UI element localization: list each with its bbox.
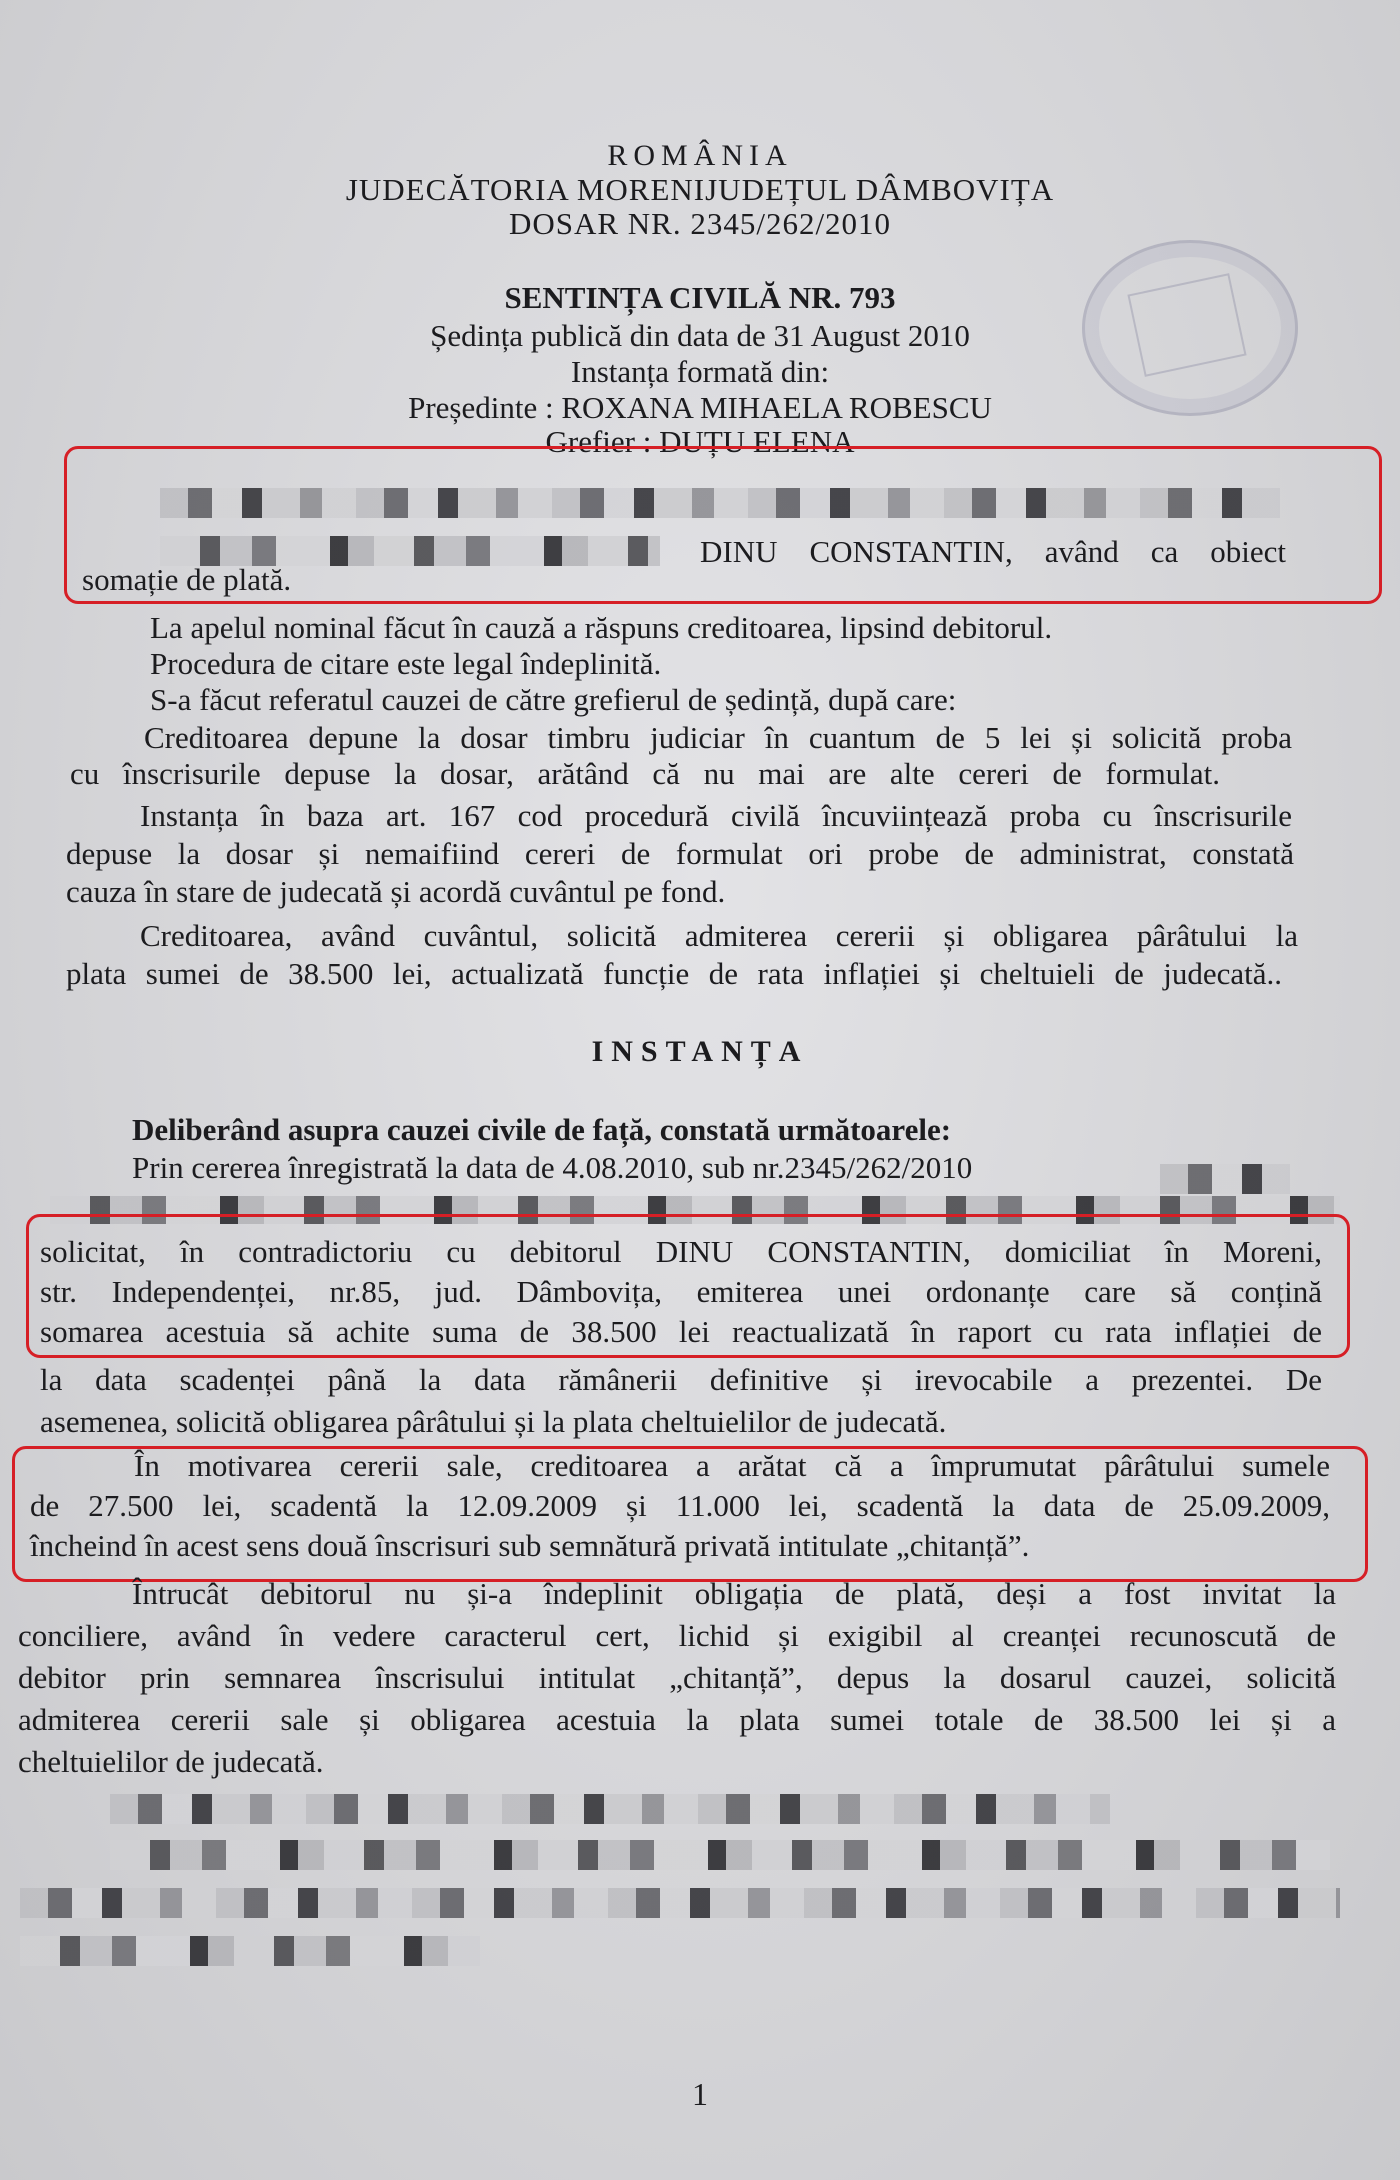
paragraph-line: admiterea cererii sale și obligarea acestuia la plata sumei totale de 38.500 lei și a [18, 1702, 1336, 1737]
paragraph-line: În motivarea cererii sale, creditoarea a arătat că a împrumutat pârâtului sumele [134, 1448, 1330, 1483]
panel-label: Instanța formată din: [570, 354, 830, 389]
paragraph-line: solicitat, în contradictoriu cu debitorul DINU CONSTANTIN, domiciliat în Moreni, [40, 1234, 1322, 1269]
paragraph-line: cauza în stare de judecată și acordă cuvântul pe fond. [66, 874, 726, 909]
paragraph-line: str. Independenței, nr.85, jud. Dâmbovița, emiterea unei ordonanțe care să conțină [40, 1274, 1322, 1309]
paragraph-line: asemenea, solicită obligarea pârâtului și la plata cheltuielilor de judecată. [40, 1404, 947, 1439]
paragraph-line: conciliere, având în vedere caracterul cert, lichid și exigibil al creanței recunoscută de [18, 1618, 1336, 1653]
object-line: somație de plată. [82, 562, 292, 597]
redacted-block [20, 1936, 480, 1966]
paragraph-line: La apelul nominal făcut în cauză a răspuns creditoarea, lipsind debitorul. [150, 610, 1053, 645]
deliberation-heading: Deliberând asupra cauzei civile de față, constată următoarele: [132, 1112, 952, 1147]
paragraph-line: S-a făcut referatul cauzei de către grefierul de ședință, după care: [150, 682, 957, 717]
court-name: JUDECĂTORIA MORENIJUDEȚUL DÂMBOVIȚA [345, 172, 1055, 207]
paragraph-line: încheind în acest sens două înscrisuri sub semnătură privată intitulate „chitanță”. [30, 1528, 1030, 1563]
redacted-block [20, 1888, 1340, 1918]
paragraph-line: cheltuielilor de judecată. [18, 1744, 324, 1779]
paragraph-line: Procedura de citare este legal îndeplinită. [150, 646, 662, 681]
paragraph-line: plata sumei de 38.500 lei, actualizată funcție de rata inflației și cheltuieli de judecată.. [66, 956, 1282, 991]
president-line: Președinte : ROXANA MIHAELA ROBESCU [408, 390, 992, 425]
redacted-block [1160, 1164, 1290, 1194]
paragraph-line: Instanța în baza art. 167 cod procedură civilă încuviințează proba cu înscrisurile [140, 798, 1292, 833]
clerk-line: Grefier : DUȚU ELENA [545, 424, 855, 459]
debtor-object-line: DINU CONSTANTIN, având ca obiect [700, 534, 1286, 569]
page-number: 1 [692, 2076, 708, 2112]
paragraph-line: de 27.500 lei, scadentă la 12.09.2009 și 11.000 lei, scadentă la data de 25.09.2009, [30, 1488, 1330, 1523]
file-number: DOSAR NR. 2345/262/2010 [508, 206, 892, 241]
paragraph-line: Creditoarea depune la dosar timbru judiciar în cuantum de 5 lei și solicită proba [144, 720, 1292, 755]
paragraph-line: debitor prin semnarea înscrisului intitulat „chitanță”, depus la dosarul cauzei, solicită [18, 1660, 1336, 1695]
section-heading: INSTANȚA [591, 1035, 809, 1068]
redacted-block [110, 1794, 1110, 1824]
redacted-block [160, 488, 1280, 518]
paragraph-line: depuse la dosar și nemaifiind cereri de formulat ori probe de administrat, constată [66, 836, 1294, 871]
sentence-title: SENTINȚA CIVILĂ NR. 793 [504, 280, 896, 315]
paragraph-line: Creditoarea, având cuvântul, solicită admiterea cererii și obligarea pârâtului la [140, 918, 1298, 953]
redacted-block [110, 1840, 1330, 1870]
session-date: Ședința publică din data de 31 August 2010 [430, 318, 970, 353]
paragraph-line: cu înscrisurile depuse la dosar, arătând că nu mai are alte cereri de formulat. [70, 756, 1220, 791]
country-heading: ROMÂNIA [607, 139, 793, 172]
paragraph-line: somarea acestuia să achite suma de 38.500 lei reactualizată în raport cu rata inflației de [40, 1314, 1322, 1349]
paragraph-line: la data scadenței până la data rămânerii definitive și irevocabile a prezentei. De [40, 1362, 1322, 1397]
paragraph-line: Întrucât debitorul nu și-a îndeplinit obligația de plată, deși a fost invitat la [132, 1576, 1336, 1611]
paragraph-line: Prin cererea înregistrată la data de 4.08.2010, sub nr.2345/262/2010 [132, 1150, 973, 1185]
